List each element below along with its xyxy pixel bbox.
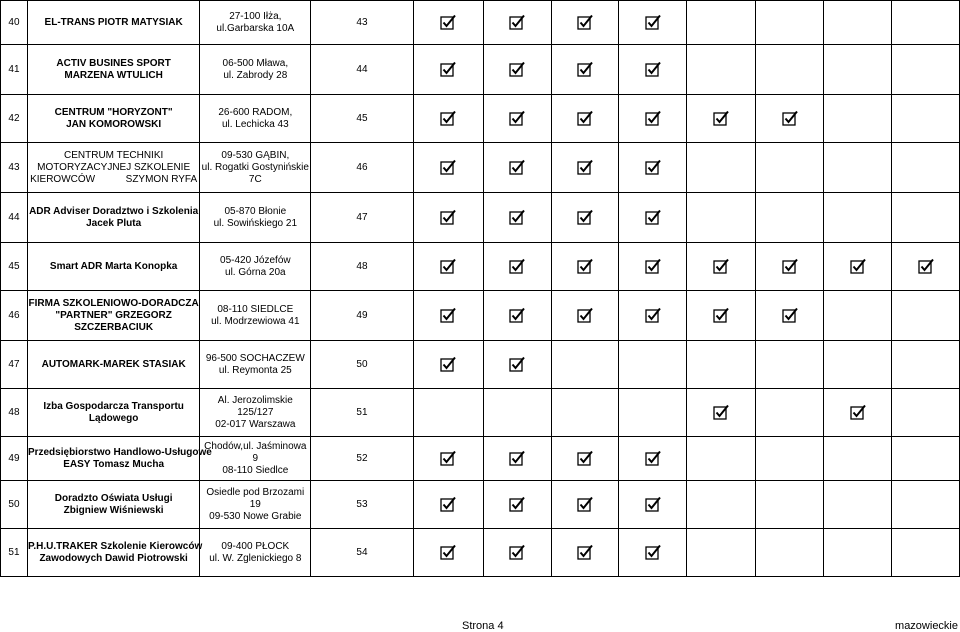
- address-line: 05-420 Józefów: [220, 254, 291, 266]
- checked-box-icon: [577, 61, 593, 77]
- category-cell: [824, 437, 892, 481]
- checked-box-icon: [509, 159, 525, 175]
- category-cell: [892, 481, 960, 529]
- checked-box-icon: [509, 496, 525, 512]
- category-cell: [483, 341, 551, 389]
- table-row: [1, 95, 960, 143]
- registry-number: 52: [311, 437, 413, 481]
- checked-box-icon: [577, 209, 593, 225]
- company-name: [27, 243, 199, 291]
- category-cell: [619, 437, 687, 481]
- table-row: [1, 529, 960, 577]
- category-cell: [619, 193, 687, 243]
- category-cell: [483, 143, 551, 193]
- address-line: ul. Rogatki Gostynińskie: [201, 161, 309, 173]
- checked-box-icon: [577, 159, 593, 175]
- checked-box-icon: [577, 14, 593, 30]
- company-address: [200, 341, 311, 389]
- company-name: [27, 529, 203, 577]
- registry-number: 49: [311, 291, 413, 341]
- company-name-line: Doradzto Oświata Usługi: [54, 492, 173, 504]
- address-line: ul. Górna 20a: [225, 266, 286, 278]
- category-cell: [756, 95, 824, 143]
- checked-box-icon: [440, 258, 456, 274]
- checked-box-icon: [850, 404, 866, 420]
- category-cell: [483, 193, 551, 243]
- category-cell: [413, 1, 483, 45]
- category-cell: [892, 291, 960, 341]
- category-cell: [824, 529, 892, 577]
- category-cell: [892, 143, 960, 193]
- checked-box-icon: [440, 110, 456, 126]
- checked-box-icon: [645, 159, 661, 175]
- address-line: 7C: [248, 173, 262, 185]
- checked-box-icon: [440, 544, 456, 560]
- company-address: [200, 45, 311, 95]
- checked-box-icon: [645, 209, 661, 225]
- company-name: [27, 1, 199, 45]
- row-number: 42: [1, 95, 28, 143]
- company-name-line: CENTRUM "HORYZONT": [54, 106, 173, 118]
- company-name-line: MARZENA WTULICH: [64, 69, 163, 81]
- row-number: 47: [1, 341, 28, 389]
- category-cell: [413, 389, 483, 437]
- category-cell: [892, 529, 960, 577]
- company-name: [27, 95, 199, 143]
- company-name-line: "PARTNER" GRZEGORZ: [55, 309, 172, 321]
- category-cell: [483, 437, 551, 481]
- company-address: [200, 291, 311, 341]
- checked-box-icon: [577, 110, 593, 126]
- category-cell: [756, 529, 824, 577]
- address-line: 27-100 Iłża,: [229, 10, 282, 22]
- category-cell: [824, 389, 892, 437]
- category-cell: [619, 389, 687, 437]
- checked-box-icon: [440, 496, 456, 512]
- company-name: [27, 481, 199, 529]
- category-cell: [756, 341, 824, 389]
- category-cell: [687, 291, 756, 341]
- checked-box-icon: [509, 307, 525, 323]
- company-name: [27, 45, 199, 95]
- checked-box-icon: [440, 159, 456, 175]
- checked-box-icon: [782, 258, 798, 274]
- address-line: 96-500 SOCHACZEW: [205, 352, 305, 364]
- company-name-line: Zawodowych Dawid Piotrowski: [39, 552, 188, 564]
- address-line: ul. Sowińskiego 21: [213, 217, 298, 229]
- category-cell: [824, 243, 892, 291]
- company-name-line: Izba Gospodarcza Transportu: [43, 400, 184, 412]
- company-name-line: CENTRUM TECHNIKI: [64, 149, 164, 161]
- category-cell: [892, 243, 960, 291]
- category-cell: [413, 437, 483, 481]
- category-cell: [824, 341, 892, 389]
- checked-box-icon: [440, 307, 456, 323]
- category-cell: [551, 389, 619, 437]
- checked-box-icon: [577, 544, 593, 560]
- category-cell: [551, 437, 619, 481]
- company-name-line: ACTIV BUSINES SPORT: [56, 57, 171, 69]
- checked-box-icon: [509, 544, 525, 560]
- company-address: [200, 193, 311, 243]
- category-cell: [892, 193, 960, 243]
- category-cell: [756, 389, 824, 437]
- category-cell: [413, 95, 483, 143]
- row-number: 40: [1, 1, 28, 45]
- category-cell: [413, 291, 483, 341]
- address-line: 02-017 Warszawa: [215, 418, 296, 430]
- company-name-line: MOTORYZACYJNEJ SZKOLENIE: [37, 161, 191, 173]
- page-number: Strona 4: [462, 620, 504, 632]
- checked-box-icon: [440, 450, 456, 466]
- category-cell: [824, 291, 892, 341]
- registry-number: 43: [311, 1, 413, 45]
- category-cell: [413, 45, 483, 95]
- address-line: ul. Modrzewiowa 41: [211, 315, 300, 327]
- company-name: [27, 291, 199, 341]
- registry-number: 44: [311, 45, 413, 95]
- checked-box-icon: [577, 496, 593, 512]
- category-cell: [756, 243, 824, 291]
- address-line: 05-870 Błonie: [224, 205, 287, 217]
- category-cell: [483, 529, 551, 577]
- category-cell: [824, 481, 892, 529]
- company-address: [200, 529, 311, 577]
- company-name-line: EL-TRANS PIOTR MATYSIAK: [44, 16, 183, 28]
- table-row: [1, 341, 960, 389]
- registry-number: 51: [311, 389, 413, 437]
- checked-box-icon: [577, 450, 593, 466]
- category-cell: [551, 143, 619, 193]
- checked-box-icon: [440, 209, 456, 225]
- category-cell: [756, 291, 824, 341]
- address-line: ul. Reymonta 25: [218, 364, 292, 376]
- company-address: [200, 481, 311, 529]
- row-number: 50: [1, 481, 28, 529]
- table-row: [1, 45, 960, 95]
- checked-box-icon: [850, 258, 866, 274]
- category-cell: [551, 45, 619, 95]
- checked-box-icon: [645, 258, 661, 274]
- region-label: mazowieckie: [895, 620, 958, 632]
- category-cell: [619, 481, 687, 529]
- table-row: [1, 481, 960, 529]
- category-cell: [687, 45, 756, 95]
- category-cell: [619, 45, 687, 95]
- company-name: [27, 341, 199, 389]
- category-cell: [756, 437, 824, 481]
- checked-box-icon: [713, 110, 729, 126]
- category-cell: [413, 243, 483, 291]
- checked-box-icon: [577, 307, 593, 323]
- category-cell: [551, 95, 619, 143]
- company-name: [27, 389, 199, 437]
- company-name-line: Przedsiębiorstwo Handlowo-Usługowe: [27, 446, 212, 458]
- checked-box-icon: [509, 450, 525, 466]
- category-cell: [551, 341, 619, 389]
- category-cell: [413, 341, 483, 389]
- category-cell: [413, 481, 483, 529]
- category-cell: [824, 193, 892, 243]
- checked-box-icon: [782, 110, 798, 126]
- address-line: Chodów,ul. Jaśminowa 9: [204, 440, 307, 464]
- category-cell: [619, 529, 687, 577]
- category-cell: [619, 143, 687, 193]
- company-name-line: EASY Tomasz Mucha: [63, 458, 165, 470]
- address-line: Al. Jerozolimskie 125/127: [217, 394, 293, 418]
- company-name-line: JAN KOMOROWSKI: [66, 118, 162, 130]
- category-cell: [824, 1, 892, 45]
- category-cell: [483, 45, 551, 95]
- table-row: [1, 389, 960, 437]
- checked-box-icon: [509, 356, 525, 372]
- checked-box-icon: [509, 209, 525, 225]
- category-cell: [619, 341, 687, 389]
- category-cell: [892, 1, 960, 45]
- company-address: [200, 243, 311, 291]
- address-line: ul. W. Zglenickiego 8: [209, 552, 302, 564]
- category-cell: [687, 529, 756, 577]
- category-cell: [687, 243, 756, 291]
- category-cell: [619, 243, 687, 291]
- category-cell: [756, 1, 824, 45]
- checked-box-icon: [645, 450, 661, 466]
- category-cell: [756, 45, 824, 95]
- registry-number: 54: [311, 529, 413, 577]
- category-cell: [824, 143, 892, 193]
- company-name-line: Smart ADR Marta Konopka: [49, 260, 178, 272]
- company-name-line: ADR Adviser Doradztwo i Szkolenia: [29, 205, 199, 217]
- table-row: [1, 291, 960, 341]
- category-cell: [413, 529, 483, 577]
- category-cell: [551, 481, 619, 529]
- checked-box-icon: [509, 14, 525, 30]
- address-line: ul.Garbarska 10A: [216, 22, 295, 34]
- row-number: 45: [1, 243, 28, 291]
- company-name: [27, 437, 212, 481]
- category-cell: [483, 1, 551, 45]
- category-cell: [551, 291, 619, 341]
- category-cell: [756, 143, 824, 193]
- category-cell: [687, 437, 756, 481]
- category-cell: [892, 341, 960, 389]
- address-line: 08-110 Siedlce: [222, 464, 289, 476]
- checked-box-icon: [645, 110, 661, 126]
- checked-box-icon: [577, 258, 593, 274]
- table-row: [1, 437, 960, 481]
- row-number: 41: [1, 45, 28, 95]
- row-number: 43: [1, 143, 28, 193]
- address-line: 26-600 RADOM,: [218, 106, 293, 118]
- address-line: 06-500 Mława,: [222, 57, 289, 69]
- company-name-line: Jacek Pluta: [86, 217, 142, 229]
- category-cell: [892, 95, 960, 143]
- registry-number: 50: [311, 341, 413, 389]
- checked-box-icon: [509, 110, 525, 126]
- checked-box-icon: [509, 258, 525, 274]
- company-address: [200, 95, 311, 143]
- checked-box-icon: [645, 307, 661, 323]
- category-cell: [483, 243, 551, 291]
- category-cell: [756, 481, 824, 529]
- company-address: [200, 437, 311, 481]
- checked-box-icon: [440, 356, 456, 372]
- category-cell: [892, 389, 960, 437]
- category-cell: [687, 389, 756, 437]
- row-number: 46: [1, 291, 28, 341]
- row-number: 51: [1, 529, 28, 577]
- category-cell: [687, 143, 756, 193]
- address-line: Osiedle pod Brzozami 19: [206, 486, 305, 510]
- category-cell: [413, 193, 483, 243]
- category-cell: [619, 1, 687, 45]
- company-name-line: SZCZERBACIUK: [74, 321, 154, 333]
- company-name-line: KIEROWCÓW SZYMON RYFA: [30, 173, 198, 185]
- company-name-line: AUTOMARK-MAREK STASIAK: [41, 358, 186, 370]
- registry-number: 48: [311, 243, 413, 291]
- category-cell: [483, 481, 551, 529]
- category-cell: [687, 341, 756, 389]
- row-number: 44: [1, 193, 28, 243]
- company-name: [27, 143, 199, 193]
- company-name-line: P.H.U.TRAKER Szkolenie Kierowców: [27, 540, 203, 552]
- address-line: 09-530 Nowe Grabie: [209, 510, 302, 522]
- checked-box-icon: [645, 61, 661, 77]
- category-cell: [824, 45, 892, 95]
- category-cell: [551, 193, 619, 243]
- category-cell: [824, 95, 892, 143]
- category-cell: [483, 291, 551, 341]
- company-address: [200, 143, 311, 193]
- table-row: [1, 143, 960, 193]
- category-cell: [483, 389, 551, 437]
- address-line: 09-400 PŁOCK: [221, 540, 290, 552]
- row-number: 49: [1, 437, 28, 481]
- checked-box-icon: [713, 258, 729, 274]
- company-name: [27, 193, 199, 243]
- checked-box-icon: [918, 258, 934, 274]
- checked-box-icon: [440, 61, 456, 77]
- category-cell: [551, 1, 619, 45]
- table-row: [1, 243, 960, 291]
- registry-number: 45: [311, 95, 413, 143]
- category-cell: [687, 1, 756, 45]
- address-line: ul. Lechicka 43: [221, 118, 289, 130]
- category-cell: [687, 193, 756, 243]
- row-number: 48: [1, 389, 28, 437]
- category-cell: [687, 95, 756, 143]
- category-cell: [619, 291, 687, 341]
- checked-box-icon: [645, 496, 661, 512]
- category-cell: [756, 193, 824, 243]
- category-cell: [551, 243, 619, 291]
- registry-number: 53: [311, 481, 413, 529]
- category-cell: [687, 481, 756, 529]
- category-cell: [619, 95, 687, 143]
- checked-box-icon: [645, 544, 661, 560]
- category-cell: [892, 45, 960, 95]
- checked-box-icon: [509, 61, 525, 77]
- registry-number: 47: [311, 193, 413, 243]
- checked-box-icon: [713, 307, 729, 323]
- address-line: ul. Zabrody 28: [223, 69, 288, 81]
- checked-box-icon: [645, 14, 661, 30]
- registry-number: 46: [311, 143, 413, 193]
- company-name-line: Zbigniew Wiśniewski: [63, 504, 164, 516]
- company-address: [200, 389, 311, 437]
- category-cell: [413, 143, 483, 193]
- checked-box-icon: [440, 14, 456, 30]
- address-line: 09-530 GĄBIN,: [221, 149, 290, 161]
- table-row: [1, 1, 960, 45]
- address-line: 08-110 SIEDLCE: [217, 303, 294, 315]
- checked-box-icon: [782, 307, 798, 323]
- category-cell: [892, 437, 960, 481]
- table-row: [1, 193, 960, 243]
- company-address: [200, 1, 311, 45]
- category-cell: [483, 95, 551, 143]
- company-name-line: Lądowego: [88, 412, 139, 424]
- checked-box-icon: [713, 404, 729, 420]
- table-body: [1, 1, 960, 577]
- company-name-line: FIRMA SZKOLENIOWO-DORADCZA: [28, 297, 199, 309]
- category-cell: [551, 529, 619, 577]
